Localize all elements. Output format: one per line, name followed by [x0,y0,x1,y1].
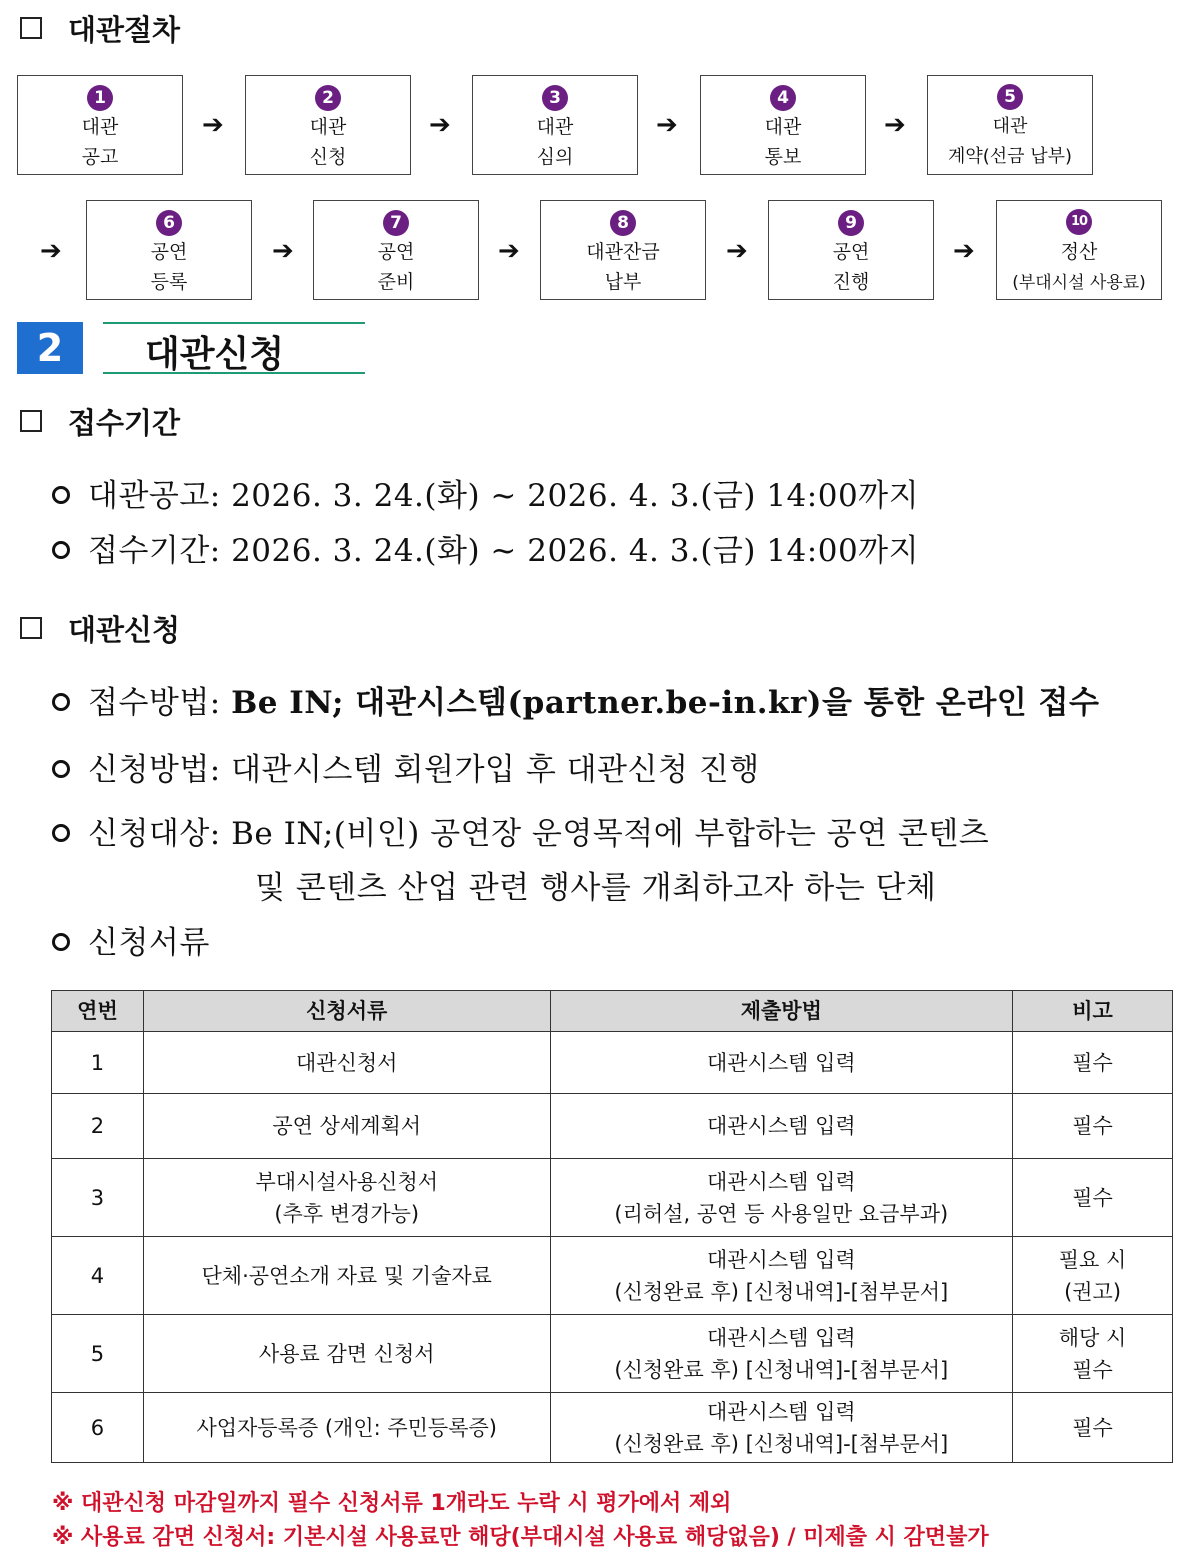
table-row: 4 단체·공연소개 자료 및 기술자료 대관시스템 입력 (신청완료 후) [신청내역]-[첨부문서] 필요 시 (권고) [52,1237,1173,1315]
step-number-badge: 1 [87,85,113,111]
arrow-right-icon: ➔ [726,236,748,266]
period-item-2: 접수기간: 2026. 3. 24.(화) ~ 2026. 4. 3.(금) 14:00까지 [52,525,919,570]
step-number-badge: 8 [610,210,636,236]
checkbox-square-icon [20,410,42,432]
checkbox-square-icon [20,17,42,39]
arrow-right-icon: ➔ [656,110,678,140]
circle-bullet-icon [52,693,70,711]
arrow-right-icon: ➔ [272,236,294,266]
step-10: 10 정산 (부대시설 사용료) [996,200,1162,300]
apply-target-continuation: 및 콘텐츠 산업 관련 행사를 개최하고자 하는 단체 [255,870,937,906]
apply-docs-item: 신청서류 [52,917,210,962]
table-row: 3 부대시설사용신청서 (추후 변경가능) 대관시스템 입력 (리허설, 공연 등 사용일만 요금부과) 필수 [52,1159,1173,1237]
table-header-row [52,991,1173,1032]
arrow-right-icon: ➔ [498,236,520,266]
column-header: 연번 [52,991,144,1032]
checkbox-square-icon [20,617,42,639]
step-4: 4 대관 통보 [700,75,866,175]
arrow-right-icon: ➔ [429,110,451,140]
column-header: 제출방법 [550,991,1013,1032]
footnote-2: ※ 사용료 감면 신청서: 기본시설 사용료만 해당(부대시설 사용료 해당없음) / 미제출 시 감면불가 [52,1525,989,1550]
footnote-1: ※ 대관신청 마감일까지 필수 신청서류 1개라도 누락 시 평가에서 제외 [52,1491,732,1516]
circle-bullet-icon [52,760,70,778]
arrow-right-icon: ➔ [884,110,906,140]
step-number-badge: 6 [156,210,182,236]
column-header: 비고 [1013,991,1173,1032]
apply-how-item: 신청방법: 대관시스템 회원가입 후 대관신청 진행 [52,744,760,789]
arrow-right-icon: ➔ [953,236,975,266]
step-9: 9 공연 진행 [768,200,934,300]
step-number-badge: 7 [383,210,409,236]
arrow-right-icon: ➔ [202,110,224,140]
column-header: 신청서류 [143,991,550,1032]
step-6: 6 공연 등록 [86,200,252,300]
step-1: 1 대관 공고 [17,75,183,175]
step-number-badge: 3 [542,85,568,111]
section-number-badge: 2 [17,322,83,374]
step-7: 7 공연 준비 [313,200,479,300]
step-number-badge: 2 [315,85,341,111]
circle-bullet-icon [52,933,70,951]
section-title-procedure: 대관절차 [68,13,181,47]
table-row: 1 대관신청서 대관시스템 입력 필수 [52,1032,1173,1094]
apply-method-item: 접수방법: Be IN; 대관시스템(partner.be-in.kr)을 통한 온라인 접수 [52,677,1099,722]
arrow-right-icon: ➔ [40,236,62,266]
subsection-title-period: 접수기간 [68,406,181,440]
step-2: 2 대관 신청 [245,75,411,175]
documents-table [51,990,1173,1463]
period-item-1: 대관공고: 2026. 3. 24.(화) ~ 2026. 4. 3.(금) 14:00까지 [52,470,919,515]
table-row: 5 사용료 감면 신청서 대관시스템 입력 (신청완료 후) [신청내역]-[첨부문서] 해당 시 필수 [52,1315,1173,1393]
circle-bullet-icon [52,486,70,504]
table-row: 6 사업자등록증 (개인: 주민등록증) 대관시스템 입력 (신청완료 후) [신청내역]-[첨부문서] 필수 [52,1393,1173,1463]
step-number-badge: 9 [838,210,864,236]
subsection-title-apply: 대관신청 [68,613,181,647]
circle-bullet-icon [52,541,70,559]
circle-bullet-icon [52,824,70,842]
step-number-badge: 10 [1066,209,1092,235]
apply-target-item: 신청대상: Be IN;(비인) 공연장 운영목적에 부합하는 공연 콘텐츠 [52,808,989,853]
step-number-badge: 5 [997,84,1023,110]
table-row: 2 공연 상세계획서 대관시스템 입력 필수 [52,1094,1173,1159]
step-8: 8 대관잔금 납부 [540,200,706,300]
step-number-badge: 4 [770,85,796,111]
step-3: 3 대관 심의 [472,75,638,175]
section-heading-title: 대관신청 [145,334,285,375]
step-5: 5 대관 계약(선금 납부) [927,75,1093,175]
heading-top-line [103,322,365,324]
